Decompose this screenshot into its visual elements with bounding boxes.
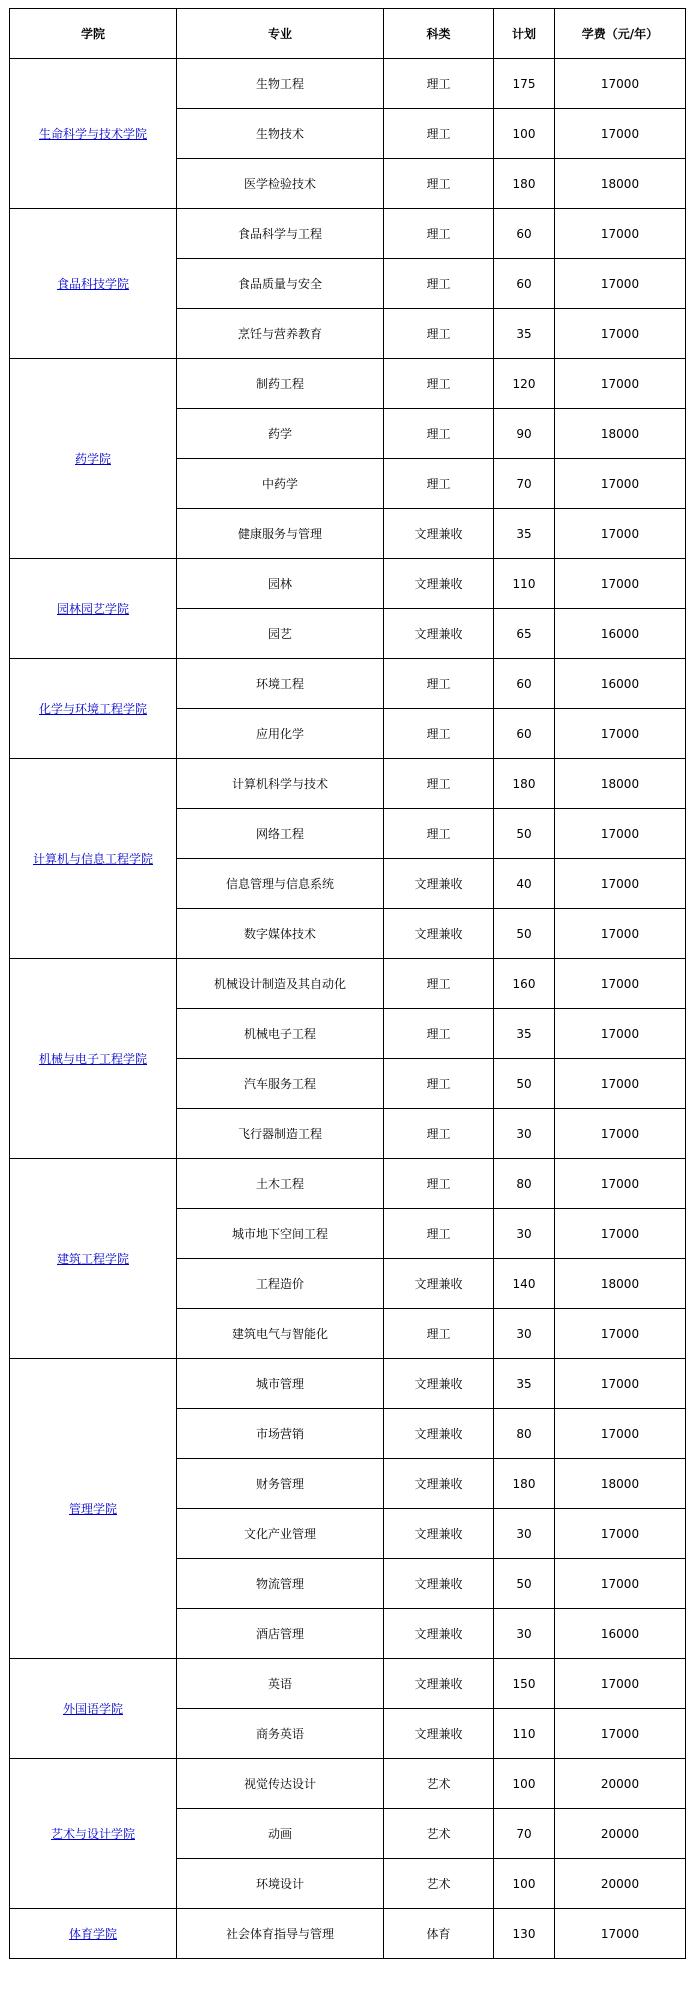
plan-cell: 100 <box>494 109 555 159</box>
category-cell: 理工 <box>384 409 494 459</box>
tuition-cell: 17000 <box>555 459 686 509</box>
tuition-cell: 16000 <box>555 1609 686 1659</box>
category-cell: 文理兼收 <box>384 1359 494 1409</box>
college-link[interactable]: 食品科技学院 <box>56 277 129 291</box>
college-link[interactable]: 外国语学院 <box>62 1702 123 1716</box>
college-cell <box>10 1909 177 1959</box>
category-cell: 理工 <box>384 1309 494 1359</box>
college-cell <box>10 959 177 1159</box>
tuition-cell: 17000 <box>555 1109 686 1159</box>
tuition-cell: 18000 <box>555 1259 686 1309</box>
plan-cell: 30 <box>494 1209 555 1259</box>
tuition-cell: 20000 <box>555 1759 686 1809</box>
plan-cell: 30 <box>494 1309 555 1359</box>
major-cell: 制药工程 <box>177 359 384 409</box>
header-row <box>10 9 686 59</box>
plan-cell: 150 <box>494 1659 555 1709</box>
college-link[interactable]: 园林园艺学院 <box>56 602 129 616</box>
plan-cell: 35 <box>494 509 555 559</box>
major-cell: 酒店管理 <box>177 1609 384 1659</box>
plan-cell: 50 <box>494 1559 555 1609</box>
major-cell: 园林 <box>177 559 384 609</box>
category-cell: 文理兼收 <box>384 1409 494 1459</box>
major-cell: 机械电子工程 <box>177 1009 384 1059</box>
table-row <box>10 659 686 709</box>
tuition-cell: 17000 <box>555 1009 686 1059</box>
category-cell: 理工 <box>384 59 494 109</box>
major-cell: 机械设计制造及其自动化 <box>177 959 384 1009</box>
tuition-cell: 17000 <box>555 709 686 759</box>
header-tuition: 学费（元/年） <box>555 9 686 59</box>
tuition-cell: 17000 <box>555 59 686 109</box>
tuition-cell: 17000 <box>555 1209 686 1259</box>
category-cell: 文理兼收 <box>384 1709 494 1759</box>
major-cell: 计算机科学与技术 <box>177 759 384 809</box>
header-category: 科类 <box>384 9 494 59</box>
admissions-table <box>9 8 686 1959</box>
category-cell: 艺术 <box>384 1759 494 1809</box>
major-cell: 城市地下空间工程 <box>177 1209 384 1259</box>
major-cell: 食品科学与工程 <box>177 209 384 259</box>
table-row <box>10 1359 686 1409</box>
table-row <box>10 1159 686 1209</box>
tuition-cell: 17000 <box>555 909 686 959</box>
category-cell: 文理兼收 <box>384 1509 494 1559</box>
tuition-cell: 17000 <box>555 1909 686 1959</box>
header-plan: 计划 <box>494 9 555 59</box>
major-cell: 社会体育指导与管理 <box>177 1909 384 1959</box>
major-cell: 物流管理 <box>177 1559 384 1609</box>
tuition-cell: 17000 <box>555 1559 686 1609</box>
college-cell <box>10 1659 177 1759</box>
category-cell: 艺术 <box>384 1859 494 1909</box>
table-row <box>10 209 686 259</box>
category-cell: 文理兼收 <box>384 859 494 909</box>
plan-cell: 110 <box>494 1709 555 1759</box>
tuition-cell: 17000 <box>555 1409 686 1459</box>
tuition-cell: 17000 <box>555 859 686 909</box>
major-cell: 生物技术 <box>177 109 384 159</box>
plan-cell: 120 <box>494 359 555 409</box>
plan-cell: 30 <box>494 1609 555 1659</box>
tuition-cell: 17000 <box>555 1359 686 1409</box>
category-cell: 理工 <box>384 209 494 259</box>
plan-cell: 30 <box>494 1509 555 1559</box>
tuition-cell: 17000 <box>555 1159 686 1209</box>
major-cell: 商务英语 <box>177 1709 384 1759</box>
plan-cell: 50 <box>494 909 555 959</box>
table-row <box>10 59 686 109</box>
category-cell: 理工 <box>384 809 494 859</box>
tuition-cell: 17000 <box>555 809 686 859</box>
table-row <box>10 1909 686 1959</box>
category-cell: 理工 <box>384 109 494 159</box>
plan-cell: 60 <box>494 659 555 709</box>
college-link[interactable]: 机械与电子工程学院 <box>38 1052 147 1066</box>
plan-cell: 50 <box>494 809 555 859</box>
major-cell: 中药学 <box>177 459 384 509</box>
tuition-cell: 17000 <box>555 259 686 309</box>
tuition-cell: 17000 <box>555 1309 686 1359</box>
table-row <box>10 759 686 809</box>
category-cell: 理工 <box>384 959 494 1009</box>
major-cell: 汽车服务工程 <box>177 1059 384 1109</box>
tuition-cell: 17000 <box>555 109 686 159</box>
tuition-cell: 17000 <box>555 1059 686 1109</box>
plan-cell: 60 <box>494 709 555 759</box>
category-cell: 理工 <box>384 1009 494 1059</box>
plan-cell: 160 <box>494 959 555 1009</box>
tuition-cell: 18000 <box>555 159 686 209</box>
major-cell: 健康服务与管理 <box>177 509 384 559</box>
college-cell <box>10 759 177 959</box>
category-cell: 理工 <box>384 1159 494 1209</box>
college-link[interactable]: 生命科学与技术学院 <box>38 127 147 141</box>
tuition-cell: 20000 <box>555 1809 686 1859</box>
header-college: 学院 <box>10 9 177 59</box>
college-cell <box>10 559 177 659</box>
plan-cell: 180 <box>494 1459 555 1509</box>
plan-cell: 35 <box>494 1359 555 1409</box>
major-cell: 园艺 <box>177 609 384 659</box>
tuition-cell: 17000 <box>555 1709 686 1759</box>
college-link[interactable]: 药学院 <box>74 452 111 466</box>
college-cell <box>10 359 177 559</box>
college-link[interactable]: 管理学院 <box>68 1502 117 1516</box>
plan-cell: 60 <box>494 259 555 309</box>
category-cell: 理工 <box>384 659 494 709</box>
tuition-cell: 16000 <box>555 609 686 659</box>
college-cell <box>10 209 177 359</box>
plan-cell: 70 <box>494 459 555 509</box>
tuition-cell: 18000 <box>555 1459 686 1509</box>
category-cell: 艺术 <box>384 1809 494 1859</box>
major-cell: 建筑电气与智能化 <box>177 1309 384 1359</box>
tuition-cell: 17000 <box>555 1659 686 1709</box>
tuition-cell: 20000 <box>555 1859 686 1909</box>
category-cell: 理工 <box>384 359 494 409</box>
category-cell: 理工 <box>384 309 494 359</box>
tuition-cell: 17000 <box>555 559 686 609</box>
tuition-cell: 16000 <box>555 659 686 709</box>
category-cell: 体育 <box>384 1909 494 1959</box>
college-cell <box>10 59 177 209</box>
plan-cell: 65 <box>494 609 555 659</box>
college-link[interactable]: 艺术与设计学院 <box>50 1827 135 1841</box>
category-cell: 文理兼收 <box>384 909 494 959</box>
category-cell: 文理兼收 <box>384 1609 494 1659</box>
category-cell: 文理兼收 <box>384 609 494 659</box>
category-cell: 文理兼收 <box>384 1459 494 1509</box>
plan-cell: 80 <box>494 1159 555 1209</box>
tuition-cell: 17000 <box>555 209 686 259</box>
category-cell: 文理兼收 <box>384 1559 494 1609</box>
college-cell <box>10 1759 177 1909</box>
category-cell: 理工 <box>384 259 494 309</box>
major-cell: 烹饪与营养教育 <box>177 309 384 359</box>
major-cell: 工程造价 <box>177 1259 384 1309</box>
plan-cell: 90 <box>494 409 555 459</box>
college-cell <box>10 1359 177 1659</box>
plan-cell: 130 <box>494 1909 555 1959</box>
plan-cell: 180 <box>494 759 555 809</box>
category-cell: 理工 <box>384 709 494 759</box>
major-cell: 市场营销 <box>177 1409 384 1459</box>
category-cell: 理工 <box>384 159 494 209</box>
plan-cell: 110 <box>494 559 555 609</box>
plan-cell: 60 <box>494 209 555 259</box>
plan-cell: 50 <box>494 1059 555 1109</box>
plan-cell: 100 <box>494 1759 555 1809</box>
major-cell: 动画 <box>177 1809 384 1859</box>
category-cell: 文理兼收 <box>384 509 494 559</box>
major-cell: 数字媒体技术 <box>177 909 384 959</box>
tuition-cell: 18000 <box>555 759 686 809</box>
college-link[interactable]: 计算机与信息工程学院 <box>32 852 153 866</box>
major-cell: 财务管理 <box>177 1459 384 1509</box>
major-cell: 药学 <box>177 409 384 459</box>
tuition-cell: 17000 <box>555 359 686 409</box>
major-cell: 网络工程 <box>177 809 384 859</box>
college-link[interactable]: 化学与环境工程学院 <box>38 702 147 716</box>
college-cell <box>10 659 177 759</box>
plan-cell: 35 <box>494 1009 555 1059</box>
plan-cell: 40 <box>494 859 555 909</box>
table-row <box>10 559 686 609</box>
tuition-cell: 17000 <box>555 509 686 559</box>
college-link[interactable]: 建筑工程学院 <box>56 1252 129 1266</box>
header-major: 专业 <box>177 9 384 59</box>
plan-cell: 70 <box>494 1809 555 1859</box>
college-link[interactable]: 体育学院 <box>68 1927 117 1941</box>
plan-cell: 100 <box>494 1859 555 1909</box>
major-cell: 医学检验技术 <box>177 159 384 209</box>
category-cell: 理工 <box>384 1059 494 1109</box>
tuition-cell: 17000 <box>555 959 686 1009</box>
tuition-cell: 18000 <box>555 409 686 459</box>
major-cell: 生物工程 <box>177 59 384 109</box>
tuition-cell: 17000 <box>555 309 686 359</box>
plan-cell: 35 <box>494 309 555 359</box>
plan-cell: 80 <box>494 1409 555 1459</box>
category-cell: 理工 <box>384 759 494 809</box>
table-row <box>10 359 686 409</box>
plan-cell: 30 <box>494 1109 555 1159</box>
college-cell <box>10 1159 177 1359</box>
category-cell: 理工 <box>384 1109 494 1159</box>
category-cell: 理工 <box>384 1209 494 1259</box>
plan-cell: 180 <box>494 159 555 209</box>
major-cell: 应用化学 <box>177 709 384 759</box>
major-cell: 文化产业管理 <box>177 1509 384 1559</box>
table-row <box>10 1659 686 1709</box>
major-cell: 食品质量与安全 <box>177 259 384 309</box>
major-cell: 飞行器制造工程 <box>177 1109 384 1159</box>
tuition-cell: 17000 <box>555 1509 686 1559</box>
category-cell: 文理兼收 <box>384 559 494 609</box>
major-cell: 环境设计 <box>177 1859 384 1909</box>
table-body <box>10 59 686 1959</box>
major-cell: 信息管理与信息系统 <box>177 859 384 909</box>
major-cell: 城市管理 <box>177 1359 384 1409</box>
plan-cell: 175 <box>494 59 555 109</box>
table-row <box>10 959 686 1009</box>
category-cell: 理工 <box>384 459 494 509</box>
major-cell: 视觉传达设计 <box>177 1759 384 1809</box>
major-cell: 环境工程 <box>177 659 384 709</box>
category-cell: 文理兼收 <box>384 1659 494 1709</box>
table-row <box>10 1759 686 1809</box>
major-cell: 土木工程 <box>177 1159 384 1209</box>
table-header <box>10 9 686 59</box>
plan-cell: 140 <box>494 1259 555 1309</box>
major-cell: 英语 <box>177 1659 384 1709</box>
category-cell: 文理兼收 <box>384 1259 494 1309</box>
